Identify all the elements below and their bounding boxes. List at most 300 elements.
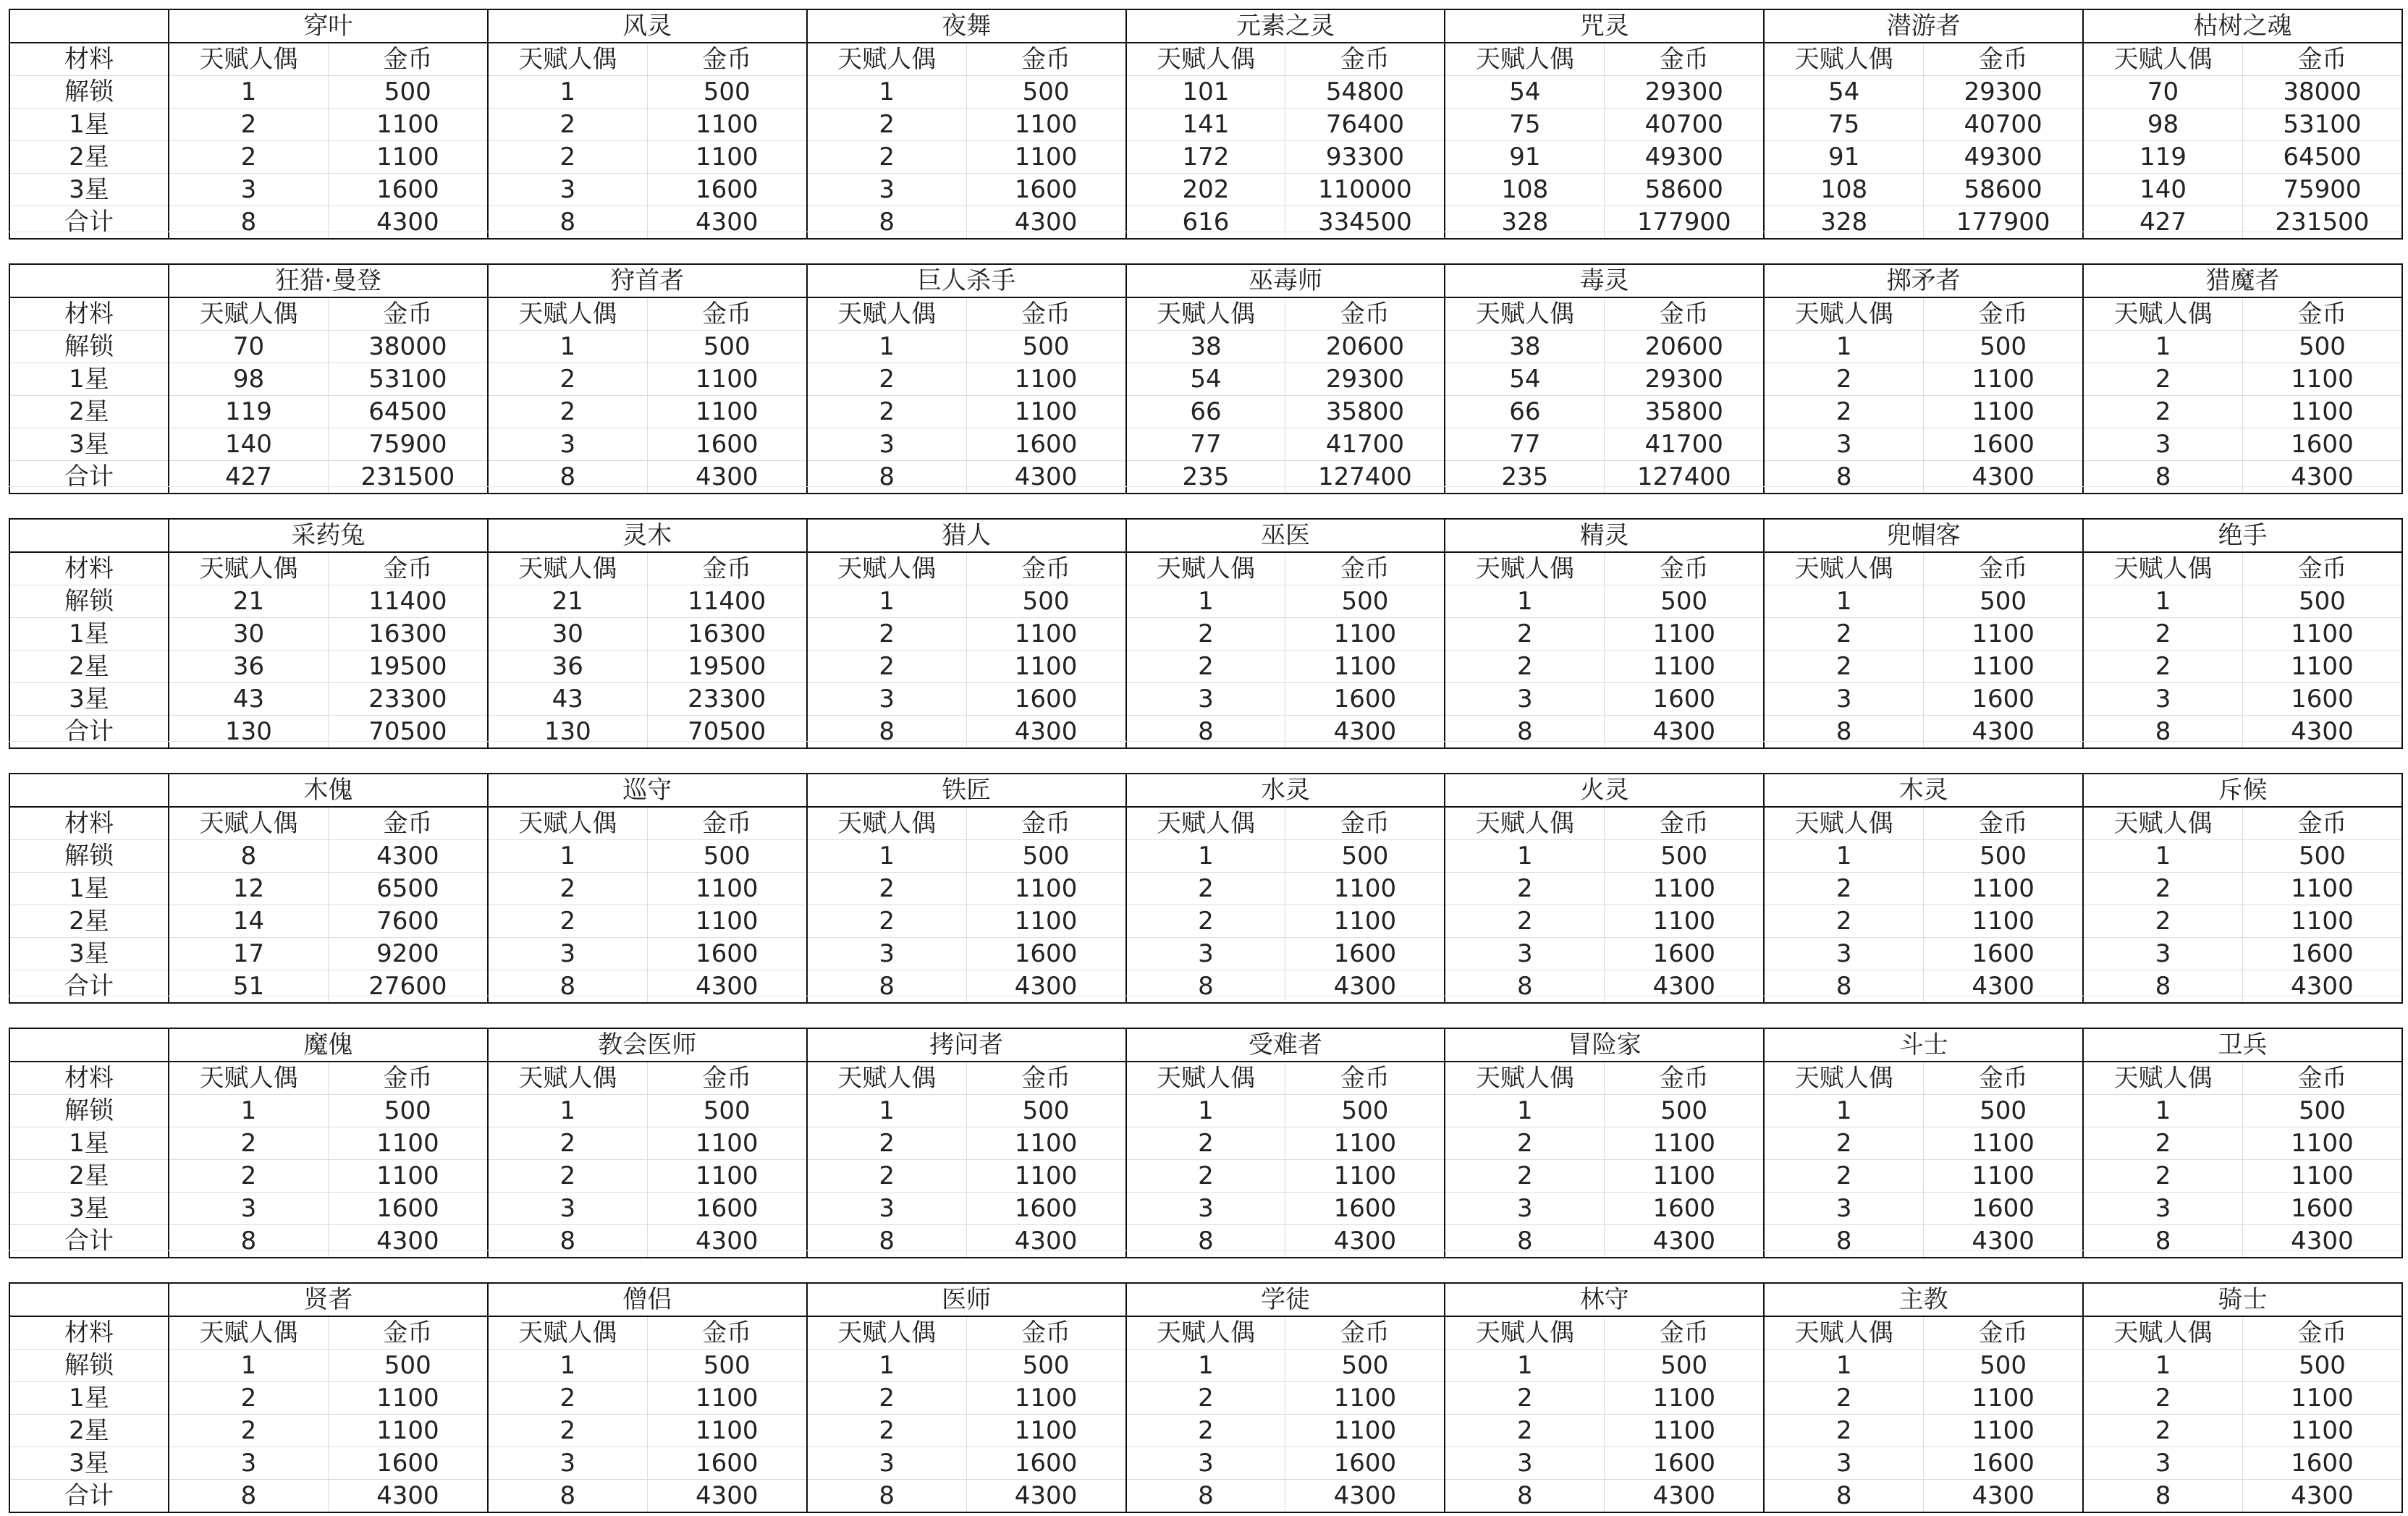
doll-header-cell[interactable]: 天赋人偶 bbox=[2083, 1316, 2242, 1350]
doll-count-cell[interactable]: 1 bbox=[807, 1095, 966, 1127]
doll-count-cell[interactable]: 8 bbox=[1445, 1225, 1604, 1258]
doll-count-cell[interactable]: 2 bbox=[2083, 618, 2242, 651]
doll-count-cell[interactable]: 2 bbox=[1126, 1382, 1285, 1415]
gold-amount-cell[interactable]: 500 bbox=[647, 840, 806, 873]
row-label-cell[interactable]: 材料 bbox=[9, 1316, 169, 1350]
gold-header-cell[interactable]: 金币 bbox=[1605, 1316, 1764, 1350]
doll-count-cell[interactable]: 3 bbox=[807, 174, 966, 206]
gold-header-cell[interactable]: 金币 bbox=[1605, 807, 1764, 840]
doll-count-cell[interactable]: 3 bbox=[1445, 1447, 1604, 1480]
character-name-cell[interactable]: 风灵 bbox=[488, 9, 807, 43]
gold-amount-cell[interactable]: 1100 bbox=[647, 396, 806, 428]
gold-amount-cell[interactable]: 500 bbox=[647, 76, 806, 109]
character-name-cell[interactable]: 潜游者 bbox=[1764, 9, 2083, 43]
doll-count-cell[interactable]: 2 bbox=[807, 141, 966, 174]
row-label-cell[interactable]: 3星 bbox=[9, 938, 169, 970]
doll-count-cell[interactable]: 427 bbox=[2083, 206, 2242, 240]
character-name-cell[interactable]: 贤者 bbox=[169, 1283, 488, 1316]
gold-amount-cell[interactable]: 1100 bbox=[966, 1160, 1125, 1193]
gold-amount-cell[interactable]: 500 bbox=[1924, 840, 2083, 873]
doll-header-cell[interactable]: 天赋人偶 bbox=[1445, 552, 1604, 585]
corner-cell[interactable] bbox=[9, 1283, 169, 1316]
doll-count-cell[interactable]: 108 bbox=[1445, 174, 1604, 206]
gold-amount-cell[interactable]: 1600 bbox=[328, 1193, 487, 1225]
doll-count-cell[interactable]: 1 bbox=[1445, 1350, 1604, 1382]
doll-count-cell[interactable]: 2 bbox=[1764, 396, 1923, 428]
doll-count-cell[interactable]: 3 bbox=[1445, 938, 1604, 970]
character-name-cell[interactable]: 绝手 bbox=[2083, 519, 2402, 552]
doll-count-cell[interactable]: 2 bbox=[1445, 905, 1604, 938]
gold-header-cell[interactable]: 金币 bbox=[1924, 43, 2083, 76]
doll-count-cell[interactable]: 3 bbox=[807, 428, 966, 461]
gold-amount-cell[interactable]: 1100 bbox=[966, 1415, 1125, 1447]
gold-amount-cell[interactable]: 1100 bbox=[1285, 618, 1445, 651]
doll-count-cell[interactable]: 8 bbox=[2083, 461, 2242, 494]
doll-count-cell[interactable]: 66 bbox=[1445, 396, 1604, 428]
gold-amount-cell[interactable]: 4300 bbox=[1605, 970, 1764, 1004]
gold-amount-cell[interactable]: 500 bbox=[1924, 1095, 2083, 1127]
doll-count-cell[interactable]: 2 bbox=[807, 109, 966, 141]
doll-header-cell[interactable]: 天赋人偶 bbox=[1764, 297, 1923, 331]
doll-count-cell[interactable]: 2 bbox=[169, 109, 328, 141]
gold-amount-cell[interactable]: 49300 bbox=[1605, 141, 1764, 174]
row-label-cell[interactable]: 2星 bbox=[9, 905, 169, 938]
gold-amount-cell[interactable]: 1100 bbox=[1924, 1160, 2083, 1193]
character-name-cell[interactable]: 兜帽客 bbox=[1764, 519, 2083, 552]
doll-count-cell[interactable]: 8 bbox=[169, 840, 328, 873]
character-name-cell[interactable]: 元素之灵 bbox=[1126, 9, 1445, 43]
gold-amount-cell[interactable]: 1600 bbox=[966, 683, 1125, 716]
doll-count-cell[interactable]: 21 bbox=[169, 585, 328, 618]
gold-amount-cell[interactable]: 4300 bbox=[2242, 716, 2401, 749]
gold-header-cell[interactable]: 金币 bbox=[1924, 1316, 2083, 1350]
gold-header-cell[interactable]: 金币 bbox=[1605, 552, 1764, 585]
gold-amount-cell[interactable]: 1100 bbox=[1285, 1160, 1445, 1193]
doll-count-cell[interactable]: 328 bbox=[1764, 206, 1923, 240]
doll-count-cell[interactable]: 2 bbox=[807, 396, 966, 428]
doll-count-cell[interactable]: 2 bbox=[169, 1127, 328, 1160]
character-name-cell[interactable]: 毒灵 bbox=[1445, 264, 1764, 297]
doll-count-cell[interactable]: 8 bbox=[807, 1480, 966, 1513]
gold-header-cell[interactable]: 金币 bbox=[966, 297, 1125, 331]
row-label-cell[interactable]: 材料 bbox=[9, 1062, 169, 1095]
gold-amount-cell[interactable]: 1100 bbox=[966, 1127, 1125, 1160]
doll-count-cell[interactable]: 2 bbox=[807, 1415, 966, 1447]
doll-count-cell[interactable]: 8 bbox=[807, 461, 966, 494]
doll-count-cell[interactable]: 2 bbox=[488, 873, 647, 905]
doll-count-cell[interactable]: 2 bbox=[1126, 618, 1285, 651]
doll-count-cell[interactable]: 2 bbox=[807, 1160, 966, 1193]
doll-count-cell[interactable]: 2 bbox=[1445, 873, 1604, 905]
gold-amount-cell[interactable]: 1100 bbox=[1605, 873, 1764, 905]
doll-count-cell[interactable]: 75 bbox=[1445, 109, 1604, 141]
doll-header-cell[interactable]: 天赋人偶 bbox=[1445, 1316, 1604, 1350]
gold-amount-cell[interactable]: 1100 bbox=[966, 651, 1125, 683]
gold-amount-cell[interactable]: 231500 bbox=[328, 461, 487, 494]
gold-amount-cell[interactable]: 1100 bbox=[2242, 363, 2401, 396]
row-label-cell[interactable]: 1星 bbox=[9, 363, 169, 396]
gold-header-cell[interactable]: 金币 bbox=[966, 552, 1125, 585]
doll-count-cell[interactable]: 8 bbox=[488, 206, 647, 240]
doll-count-cell[interactable]: 30 bbox=[169, 618, 328, 651]
doll-count-cell[interactable]: 8 bbox=[1764, 461, 1923, 494]
gold-amount-cell[interactable]: 500 bbox=[966, 331, 1125, 363]
doll-count-cell[interactable]: 8 bbox=[1126, 970, 1285, 1004]
gold-header-cell[interactable]: 金币 bbox=[328, 1316, 487, 1350]
row-label-cell[interactable]: 解锁 bbox=[9, 1095, 169, 1127]
doll-header-cell[interactable]: 天赋人偶 bbox=[488, 297, 647, 331]
doll-count-cell[interactable]: 328 bbox=[1445, 206, 1604, 240]
doll-count-cell[interactable]: 3 bbox=[169, 1447, 328, 1480]
gold-amount-cell[interactable]: 1100 bbox=[1285, 873, 1445, 905]
gold-amount-cell[interactable]: 4300 bbox=[2242, 970, 2401, 1004]
gold-header-cell[interactable]: 金币 bbox=[1285, 807, 1445, 840]
doll-count-cell[interactable]: 2 bbox=[1126, 1160, 1285, 1193]
gold-amount-cell[interactable]: 1100 bbox=[1605, 905, 1764, 938]
doll-count-cell[interactable]: 30 bbox=[488, 618, 647, 651]
gold-amount-cell[interactable]: 500 bbox=[966, 1350, 1125, 1382]
character-name-cell[interactable]: 受难者 bbox=[1126, 1028, 1445, 1062]
doll-count-cell[interactable]: 77 bbox=[1126, 428, 1285, 461]
doll-count-cell[interactable]: 3 bbox=[1764, 428, 1923, 461]
gold-amount-cell[interactable]: 500 bbox=[2242, 585, 2401, 618]
doll-count-cell[interactable]: 2 bbox=[1126, 1127, 1285, 1160]
gold-amount-cell[interactable]: 41700 bbox=[1285, 428, 1445, 461]
doll-header-cell[interactable]: 天赋人偶 bbox=[1126, 1316, 1285, 1350]
row-label-cell[interactable]: 2星 bbox=[9, 396, 169, 428]
doll-header-cell[interactable]: 天赋人偶 bbox=[2083, 43, 2242, 76]
gold-amount-cell[interactable]: 1100 bbox=[2242, 1160, 2401, 1193]
row-label-cell[interactable]: 2星 bbox=[9, 141, 169, 174]
gold-header-cell[interactable]: 金币 bbox=[328, 43, 487, 76]
doll-count-cell[interactable]: 119 bbox=[169, 396, 328, 428]
doll-count-cell[interactable]: 2 bbox=[1126, 873, 1285, 905]
gold-amount-cell[interactable]: 1600 bbox=[2242, 938, 2401, 970]
doll-count-cell[interactable]: 202 bbox=[1126, 174, 1285, 206]
gold-header-cell[interactable]: 金币 bbox=[1924, 552, 2083, 585]
gold-header-cell[interactable]: 金币 bbox=[2242, 43, 2401, 76]
gold-amount-cell[interactable]: 75900 bbox=[328, 428, 487, 461]
doll-count-cell[interactable]: 12 bbox=[169, 873, 328, 905]
row-label-cell[interactable]: 2星 bbox=[9, 1160, 169, 1193]
gold-amount-cell[interactable]: 1100 bbox=[1924, 651, 2083, 683]
doll-count-cell[interactable]: 8 bbox=[1126, 716, 1285, 749]
gold-header-cell[interactable]: 金币 bbox=[1285, 43, 1445, 76]
doll-count-cell[interactable]: 1 bbox=[1764, 1350, 1923, 1382]
gold-header-cell[interactable]: 金币 bbox=[1605, 43, 1764, 76]
doll-count-cell[interactable]: 2 bbox=[1445, 651, 1604, 683]
gold-amount-cell[interactable]: 1100 bbox=[647, 905, 806, 938]
gold-amount-cell[interactable]: 1100 bbox=[1605, 1415, 1764, 1447]
gold-amount-cell[interactable]: 500 bbox=[2242, 1095, 2401, 1127]
character-name-cell[interactable]: 穿叶 bbox=[169, 9, 488, 43]
doll-header-cell[interactable]: 天赋人偶 bbox=[1445, 807, 1604, 840]
gold-amount-cell[interactable]: 4300 bbox=[2242, 461, 2401, 494]
character-name-cell[interactable]: 灵木 bbox=[488, 519, 807, 552]
gold-header-cell[interactable]: 金币 bbox=[1924, 1062, 2083, 1095]
gold-header-cell[interactable]: 金币 bbox=[2242, 297, 2401, 331]
row-label-cell[interactable]: 合计 bbox=[9, 1480, 169, 1513]
gold-amount-cell[interactable]: 4300 bbox=[1605, 716, 1764, 749]
gold-amount-cell[interactable]: 4300 bbox=[1924, 970, 2083, 1004]
doll-count-cell[interactable]: 54 bbox=[1126, 363, 1285, 396]
gold-amount-cell[interactable]: 1100 bbox=[1605, 1160, 1764, 1193]
gold-amount-cell[interactable]: 16300 bbox=[647, 618, 806, 651]
gold-amount-cell[interactable]: 1100 bbox=[966, 873, 1125, 905]
doll-count-cell[interactable]: 2 bbox=[807, 873, 966, 905]
character-name-cell[interactable]: 狂猎·曼登 bbox=[169, 264, 488, 297]
character-name-cell[interactable]: 巫毒师 bbox=[1126, 264, 1445, 297]
gold-amount-cell[interactable]: 500 bbox=[647, 1095, 806, 1127]
doll-count-cell[interactable]: 1 bbox=[807, 76, 966, 109]
doll-count-cell[interactable]: 172 bbox=[1126, 141, 1285, 174]
character-name-cell[interactable]: 木傀 bbox=[169, 774, 488, 807]
character-name-cell[interactable]: 斗士 bbox=[1764, 1028, 2083, 1062]
character-name-cell[interactable]: 学徒 bbox=[1126, 1283, 1445, 1316]
gold-header-cell[interactable]: 金币 bbox=[1605, 297, 1764, 331]
gold-amount-cell[interactable]: 4300 bbox=[647, 206, 806, 240]
doll-count-cell[interactable]: 3 bbox=[1764, 1447, 1923, 1480]
doll-count-cell[interactable]: 8 bbox=[807, 716, 966, 749]
gold-amount-cell[interactable]: 1600 bbox=[647, 938, 806, 970]
doll-count-cell[interactable]: 2 bbox=[1764, 1415, 1923, 1447]
gold-amount-cell[interactable]: 500 bbox=[966, 585, 1125, 618]
gold-amount-cell[interactable]: 4300 bbox=[1924, 1225, 2083, 1258]
doll-count-cell[interactable]: 3 bbox=[1126, 683, 1285, 716]
gold-amount-cell[interactable]: 64500 bbox=[2242, 141, 2401, 174]
doll-count-cell[interactable]: 1 bbox=[807, 585, 966, 618]
doll-count-cell[interactable]: 3 bbox=[1126, 1447, 1285, 1480]
doll-count-cell[interactable]: 2 bbox=[1764, 1160, 1923, 1193]
gold-amount-cell[interactable]: 1600 bbox=[1924, 1193, 2083, 1225]
gold-amount-cell[interactable]: 500 bbox=[2242, 1350, 2401, 1382]
character-name-cell[interactable]: 水灵 bbox=[1126, 774, 1445, 807]
gold-amount-cell[interactable]: 4300 bbox=[328, 206, 487, 240]
doll-count-cell[interactable]: 2 bbox=[1445, 1160, 1604, 1193]
gold-amount-cell[interactable]: 500 bbox=[2242, 840, 2401, 873]
gold-header-cell[interactable]: 金币 bbox=[966, 43, 1125, 76]
gold-amount-cell[interactable]: 38000 bbox=[328, 331, 487, 363]
gold-amount-cell[interactable]: 29300 bbox=[1285, 363, 1445, 396]
gold-amount-cell[interactable]: 1100 bbox=[2242, 396, 2401, 428]
gold-amount-cell[interactable]: 1600 bbox=[966, 428, 1125, 461]
doll-header-cell[interactable]: 天赋人偶 bbox=[1764, 1316, 1923, 1350]
doll-header-cell[interactable]: 天赋人偶 bbox=[2083, 1062, 2242, 1095]
doll-count-cell[interactable]: 38 bbox=[1445, 331, 1604, 363]
doll-count-cell[interactable]: 3 bbox=[2083, 428, 2242, 461]
character-name-cell[interactable]: 夜舞 bbox=[807, 9, 1126, 43]
doll-count-cell[interactable]: 2 bbox=[2083, 396, 2242, 428]
gold-amount-cell[interactable]: 4300 bbox=[328, 1225, 487, 1258]
gold-amount-cell[interactable]: 1100 bbox=[1285, 1382, 1445, 1415]
doll-count-cell[interactable]: 427 bbox=[169, 461, 328, 494]
doll-count-cell[interactable]: 2 bbox=[2083, 905, 2242, 938]
doll-header-cell[interactable]: 天赋人偶 bbox=[488, 552, 647, 585]
gold-header-cell[interactable]: 金币 bbox=[1285, 1062, 1445, 1095]
gold-header-cell[interactable]: 金币 bbox=[1285, 552, 1445, 585]
gold-amount-cell[interactable]: 1100 bbox=[1605, 1127, 1764, 1160]
gold-amount-cell[interactable]: 1100 bbox=[647, 1127, 806, 1160]
doll-count-cell[interactable]: 2 bbox=[1764, 618, 1923, 651]
doll-header-cell[interactable]: 天赋人偶 bbox=[1445, 297, 1604, 331]
row-label-cell[interactable]: 合计 bbox=[9, 206, 169, 240]
doll-count-cell[interactable]: 54 bbox=[1445, 363, 1604, 396]
gold-header-cell[interactable]: 金币 bbox=[647, 807, 806, 840]
gold-amount-cell[interactable]: 4300 bbox=[966, 206, 1125, 240]
doll-count-cell[interactable]: 2 bbox=[1126, 1415, 1285, 1447]
gold-header-cell[interactable]: 金币 bbox=[328, 297, 487, 331]
doll-count-cell[interactable]: 8 bbox=[488, 1225, 647, 1258]
character-name-cell[interactable]: 木灵 bbox=[1764, 774, 2083, 807]
gold-amount-cell[interactable]: 1600 bbox=[647, 1193, 806, 1225]
gold-header-cell[interactable]: 金币 bbox=[2242, 1062, 2401, 1095]
corner-cell[interactable] bbox=[9, 9, 169, 43]
gold-amount-cell[interactable]: 4300 bbox=[1285, 1480, 1445, 1513]
gold-amount-cell[interactable]: 58600 bbox=[1605, 174, 1764, 206]
gold-amount-cell[interactable]: 4300 bbox=[647, 1480, 806, 1513]
gold-amount-cell[interactable]: 1100 bbox=[2242, 873, 2401, 905]
doll-count-cell[interactable]: 2 bbox=[807, 618, 966, 651]
doll-header-cell[interactable]: 天赋人偶 bbox=[807, 807, 966, 840]
doll-count-cell[interactable]: 119 bbox=[2083, 141, 2242, 174]
gold-amount-cell[interactable]: 11400 bbox=[647, 585, 806, 618]
gold-header-cell[interactable]: 金币 bbox=[966, 1316, 1125, 1350]
character-name-cell[interactable]: 巨人杀手 bbox=[807, 264, 1126, 297]
doll-count-cell[interactable]: 2 bbox=[2083, 1382, 2242, 1415]
doll-count-cell[interactable]: 2 bbox=[488, 363, 647, 396]
gold-amount-cell[interactable]: 1100 bbox=[1285, 651, 1445, 683]
gold-amount-cell[interactable]: 500 bbox=[1285, 840, 1445, 873]
gold-amount-cell[interactable]: 1600 bbox=[647, 428, 806, 461]
gold-amount-cell[interactable]: 1600 bbox=[966, 1193, 1125, 1225]
doll-count-cell[interactable]: 141 bbox=[1126, 109, 1285, 141]
gold-amount-cell[interactable]: 1100 bbox=[1924, 363, 2083, 396]
gold-amount-cell[interactable]: 500 bbox=[1924, 1350, 2083, 1382]
doll-count-cell[interactable]: 1 bbox=[2083, 331, 2242, 363]
gold-amount-cell[interactable]: 1600 bbox=[1605, 938, 1764, 970]
doll-count-cell[interactable]: 1 bbox=[2083, 1095, 2242, 1127]
doll-count-cell[interactable]: 2 bbox=[1764, 651, 1923, 683]
doll-header-cell[interactable]: 天赋人偶 bbox=[169, 297, 328, 331]
gold-amount-cell[interactable]: 1100 bbox=[2242, 905, 2401, 938]
doll-header-cell[interactable]: 天赋人偶 bbox=[1126, 43, 1285, 76]
doll-header-cell[interactable]: 天赋人偶 bbox=[169, 1062, 328, 1095]
doll-header-cell[interactable]: 天赋人偶 bbox=[2083, 552, 2242, 585]
gold-amount-cell[interactable]: 1100 bbox=[2242, 1127, 2401, 1160]
doll-count-cell[interactable]: 2 bbox=[488, 1382, 647, 1415]
gold-amount-cell[interactable]: 500 bbox=[1924, 331, 2083, 363]
row-label-cell[interactable]: 解锁 bbox=[9, 331, 169, 363]
doll-header-cell[interactable]: 天赋人偶 bbox=[488, 1316, 647, 1350]
doll-header-cell[interactable]: 天赋人偶 bbox=[1764, 807, 1923, 840]
row-label-cell[interactable]: 1星 bbox=[9, 873, 169, 905]
gold-amount-cell[interactable]: 1100 bbox=[1924, 618, 2083, 651]
doll-count-cell[interactable]: 1 bbox=[807, 1350, 966, 1382]
gold-amount-cell[interactable]: 4300 bbox=[966, 716, 1125, 749]
doll-header-cell[interactable]: 天赋人偶 bbox=[807, 297, 966, 331]
character-name-cell[interactable]: 巡守 bbox=[488, 774, 807, 807]
character-name-cell[interactable]: 铁匠 bbox=[807, 774, 1126, 807]
doll-count-cell[interactable]: 77 bbox=[1445, 428, 1604, 461]
gold-amount-cell[interactable]: 1600 bbox=[1605, 1193, 1764, 1225]
gold-amount-cell[interactable]: 500 bbox=[1285, 1095, 1445, 1127]
gold-amount-cell[interactable]: 29300 bbox=[1605, 76, 1764, 109]
doll-count-cell[interactable]: 8 bbox=[1126, 1225, 1285, 1258]
gold-amount-cell[interactable]: 1600 bbox=[2242, 1193, 2401, 1225]
gold-amount-cell[interactable]: 500 bbox=[328, 1095, 487, 1127]
gold-amount-cell[interactable]: 27600 bbox=[328, 970, 487, 1004]
doll-count-cell[interactable]: 8 bbox=[2083, 1225, 2242, 1258]
gold-amount-cell[interactable]: 1100 bbox=[647, 141, 806, 174]
gold-amount-cell[interactable]: 500 bbox=[1605, 1095, 1764, 1127]
doll-count-cell[interactable]: 1 bbox=[488, 331, 647, 363]
doll-count-cell[interactable]: 3 bbox=[807, 683, 966, 716]
doll-count-cell[interactable]: 21 bbox=[488, 585, 647, 618]
doll-count-cell[interactable]: 8 bbox=[488, 461, 647, 494]
doll-header-cell[interactable]: 天赋人偶 bbox=[2083, 297, 2242, 331]
character-name-cell[interactable]: 咒灵 bbox=[1445, 9, 1764, 43]
character-name-cell[interactable]: 拷问者 bbox=[807, 1028, 1126, 1062]
gold-amount-cell[interactable]: 500 bbox=[1285, 1350, 1445, 1382]
gold-amount-cell[interactable]: 1100 bbox=[2242, 1382, 2401, 1415]
gold-amount-cell[interactable]: 500 bbox=[966, 840, 1125, 873]
gold-amount-cell[interactable]: 1100 bbox=[1605, 1382, 1764, 1415]
doll-count-cell[interactable]: 1 bbox=[1764, 1095, 1923, 1127]
doll-header-cell[interactable]: 天赋人偶 bbox=[2083, 807, 2242, 840]
gold-amount-cell[interactable]: 4300 bbox=[1924, 461, 2083, 494]
gold-amount-cell[interactable]: 4300 bbox=[328, 840, 487, 873]
gold-amount-cell[interactable]: 1100 bbox=[1285, 905, 1445, 938]
gold-amount-cell[interactable]: 500 bbox=[2242, 331, 2401, 363]
doll-count-cell[interactable]: 3 bbox=[807, 938, 966, 970]
doll-count-cell[interactable]: 8 bbox=[1764, 716, 1923, 749]
gold-amount-cell[interactable]: 1600 bbox=[966, 1447, 1125, 1480]
gold-header-cell[interactable]: 金币 bbox=[647, 1316, 806, 1350]
doll-count-cell[interactable]: 8 bbox=[1445, 970, 1604, 1004]
doll-count-cell[interactable]: 2 bbox=[2083, 1160, 2242, 1193]
gold-amount-cell[interactable]: 76400 bbox=[1285, 109, 1445, 141]
doll-count-cell[interactable]: 1 bbox=[169, 76, 328, 109]
row-label-cell[interactable]: 3星 bbox=[9, 428, 169, 461]
character-name-cell[interactable]: 掷矛者 bbox=[1764, 264, 2083, 297]
doll-count-cell[interactable]: 8 bbox=[169, 206, 328, 240]
gold-amount-cell[interactable]: 23300 bbox=[328, 683, 487, 716]
doll-header-cell[interactable]: 天赋人偶 bbox=[807, 552, 966, 585]
row-label-cell[interactable]: 材料 bbox=[9, 552, 169, 585]
doll-count-cell[interactable]: 2 bbox=[1764, 1127, 1923, 1160]
doll-header-cell[interactable]: 天赋人偶 bbox=[488, 1062, 647, 1095]
gold-amount-cell[interactable]: 1100 bbox=[2242, 618, 2401, 651]
doll-count-cell[interactable]: 140 bbox=[2083, 174, 2242, 206]
doll-count-cell[interactable]: 17 bbox=[169, 938, 328, 970]
row-label-cell[interactable]: 3星 bbox=[9, 1447, 169, 1480]
doll-count-cell[interactable]: 1 bbox=[1764, 840, 1923, 873]
gold-amount-cell[interactable]: 1100 bbox=[966, 618, 1125, 651]
corner-cell[interactable] bbox=[9, 519, 169, 552]
gold-amount-cell[interactable]: 20600 bbox=[1605, 331, 1764, 363]
gold-amount-cell[interactable]: 20600 bbox=[1285, 331, 1445, 363]
doll-count-cell[interactable]: 2 bbox=[488, 1415, 647, 1447]
doll-count-cell[interactable]: 130 bbox=[488, 716, 647, 749]
gold-amount-cell[interactable]: 500 bbox=[1605, 1350, 1764, 1382]
row-label-cell[interactable]: 1星 bbox=[9, 1382, 169, 1415]
gold-amount-cell[interactable]: 1600 bbox=[647, 174, 806, 206]
gold-amount-cell[interactable]: 16300 bbox=[328, 618, 487, 651]
doll-count-cell[interactable]: 36 bbox=[169, 651, 328, 683]
doll-count-cell[interactable]: 235 bbox=[1126, 461, 1285, 494]
doll-count-cell[interactable]: 2 bbox=[807, 651, 966, 683]
doll-count-cell[interactable]: 70 bbox=[169, 331, 328, 363]
